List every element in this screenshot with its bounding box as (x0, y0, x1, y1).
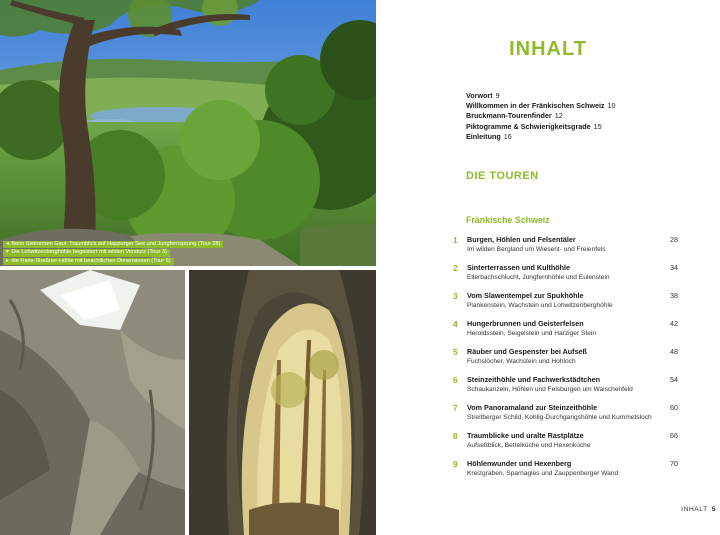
tour-list (450, 235, 682, 487)
tour-subtitle: Streitberger Schild, Kohlig-Durchgangshöhle und Kummetsloch (467, 413, 652, 421)
toc-entry-title: Vorwort (466, 91, 493, 100)
toc-entry-title: Bruckmann-Tourenfinder (466, 111, 552, 121)
toc-entry-title: Willkommen in der Fränkischen Schweiz (466, 101, 605, 111)
caption-arrow-icon: ▸ (6, 257, 9, 264)
front-matter-list (466, 91, 716, 142)
tour-subtitle: Ellerbachschlucht, Jungfernhöhle und Eulenstein (467, 273, 610, 281)
tour-entry[interactable] (450, 291, 682, 319)
tour-subtitle: Im wilden Bergland um Wiesent- und Freienfels (467, 245, 606, 253)
toc-entry-page: 15 (593, 121, 602, 131)
tour-title: Burgen, Höhlen und Felsentäler (467, 235, 576, 244)
page-folio (681, 506, 716, 513)
toc-entry-page: 12 (554, 111, 563, 121)
caption-text: Die Lohwitzenberghöhle begeistert mit wilden Versturz (Tour 3) (11, 249, 167, 256)
photo-captions (3, 241, 223, 266)
caption-text: Beim Steinernen Gaul: Traumblick auf Happurger See und Jungfernsprung (Tour 28) (11, 241, 221, 247)
tour-page: 28 (670, 235, 678, 244)
cave-photo-2 (189, 270, 376, 535)
region-heading: Fränkische Schweiz (466, 215, 550, 225)
tour-subtitle: Heroldsstein, Seigelstein und Harziger Stein (467, 329, 597, 337)
toc-entry-page: 16 (503, 131, 512, 141)
toc-entry-tourenfinder[interactable] (466, 111, 716, 121)
tour-entry[interactable] (450, 319, 682, 347)
tour-page: 34 (670, 263, 678, 272)
tour-title: Höhlenwunder und Hexenberg (467, 459, 572, 468)
caption-arrow-icon: ▾ (6, 249, 9, 256)
tour-number: 1 (453, 235, 458, 245)
contents-page (376, 0, 720, 535)
tour-page: 70 (670, 459, 678, 468)
tour-page: 48 (670, 347, 678, 356)
tour-number: 6 (453, 375, 458, 385)
tour-title: Hungerbrunnen und Geisterfelsen (467, 319, 584, 328)
caption-3 (3, 258, 174, 265)
tour-number: 9 (453, 459, 458, 469)
tour-title: Steinzeithöhle und Fachwerkstädtchen (467, 375, 600, 384)
tour-subtitle: Schaukanzeln, Höhlen und Felsburgen um Waischenfeld (467, 385, 633, 393)
tour-number: 5 (453, 347, 458, 357)
tour-subtitle: Aufseßblick, Bettelküche und Hexenküche (467, 441, 591, 449)
tour-subtitle: Plankenstein, Wachstein und Lohwitzenberghöhle (467, 301, 613, 309)
caption-2 (3, 249, 170, 256)
toc-entry-page: 10 (607, 101, 616, 111)
tour-number: 2 (453, 263, 458, 273)
toc-entry-title: Piktogramme & Schwierigkeitsgrade (466, 121, 591, 131)
tour-number: 3 (453, 291, 458, 301)
tour-title: Räuber und Gespenster bei Aufseß (467, 347, 587, 356)
toc-entry-willkommen[interactable] (466, 101, 716, 111)
folio-number: 5 (711, 506, 716, 513)
tour-number: 8 (453, 431, 458, 441)
landscape-photo (0, 0, 376, 266)
tour-page: 38 (670, 291, 678, 300)
toc-entry-title: Einleitung (466, 131, 501, 141)
cave-photo-1 (0, 270, 185, 535)
tour-entry[interactable] (450, 459, 682, 487)
tour-number: 7 (453, 403, 458, 413)
tour-title: Sinterterrassen und Kulthöhle (467, 263, 571, 272)
toc-entry-einleitung[interactable] (466, 132, 716, 142)
tour-page: 66 (670, 431, 678, 440)
caption-arrow-icon: ◂ (6, 241, 9, 247)
caption-text: die Hans-Straßner-Höhle mit beachtlichen Dimensionen (Tour 6) (11, 257, 171, 264)
caption-1 (3, 241, 223, 248)
toc-entry-page: 9 (495, 91, 500, 100)
tour-page: 54 (670, 375, 678, 384)
tour-entry[interactable] (450, 375, 682, 403)
tour-entry[interactable] (450, 347, 682, 375)
page-title: INHALT (509, 38, 587, 60)
tour-subtitle: Kreizgraben, Sparnagles und Zauppenberger Wand (467, 469, 619, 477)
tour-entry[interactable] (450, 235, 682, 263)
toc-entry-vorwort[interactable] (466, 91, 716, 101)
tour-page: 42 (670, 319, 678, 328)
tour-title: Vom Slawentempel zur Spukhöhle (467, 291, 584, 300)
folio-label: INHALT (681, 506, 708, 513)
tour-entry[interactable] (450, 403, 682, 431)
section-heading: DIE TOUREN (466, 170, 539, 182)
tour-subtitle: Fuchslöcher, Wachstein und Hohloch (467, 357, 576, 365)
tour-title: Vom Panoramaland zur Steinzeithöhle (467, 403, 598, 412)
tour-page: 60 (670, 403, 678, 412)
tour-entry[interactable] (450, 263, 682, 291)
toc-entry-piktogramme[interactable] (466, 122, 716, 132)
tour-number: 4 (453, 319, 458, 329)
tour-title: Traumblicke und uralte Rastplätze (467, 431, 584, 440)
tour-entry[interactable] (450, 431, 682, 459)
